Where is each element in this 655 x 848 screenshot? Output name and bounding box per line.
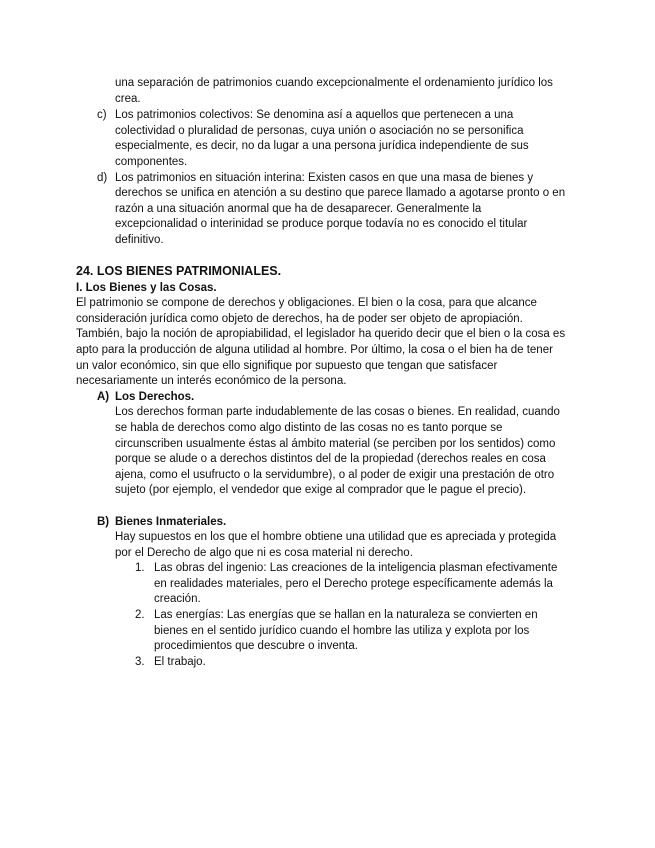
numbered-item-text: creación.: [154, 593, 201, 605]
item-a-marker: A): [97, 391, 110, 403]
list-item-d-text: razón a una situación anormal que ha de desaparecer. Generalmente la: [115, 203, 482, 215]
list-item-d-text: excepcionalidad o interinidad se produce porque todavía no es conocido el titular: [115, 218, 528, 230]
numbered-item-text: El trabajo.: [154, 656, 206, 668]
numbered-marker-3: 3.: [135, 656, 145, 668]
numbered-item-text: en realidades materiales, pero el Derecho protege específicamente además la: [154, 578, 553, 590]
paragraph-line: un valor económico, sin que ello signifique por supuesto que tengan que satisfacer: [76, 360, 498, 372]
list-marker-c: c): [97, 109, 107, 121]
item-a-text: circunscriben usualmente éstas al ámbito material (se perciben por los sentidos) como: [115, 438, 556, 450]
section-title: 24. LOS BIENES PATRIMONIALES.: [76, 264, 282, 278]
paragraph-line: El patrimonio se compone de derechos y obligaciones. El bien o la cosa, para que alcance: [76, 297, 537, 309]
paragraph-line: apto para la producción de alguna utilidad al hombre. Por último, la cosa o el bien ha de tener: [76, 344, 553, 356]
item-a-heading: Los Derechos.: [115, 391, 195, 403]
item-a-text: porque se alude o a derechos distintos del de la propiedad (derechos reales en cosa: [115, 453, 546, 465]
list-item-d-text: derechos se unifica en atención a su destino que parece llamado a agotarse pronto o en: [115, 187, 566, 199]
paragraph-line: También, bajo la noción de apropiabilidad, el legislador ha querido decir que el bien o la cosa es: [76, 328, 566, 340]
text-line: crea.: [115, 93, 141, 105]
item-b-text: por el Derecho de algo que ni es cosa material ni derecho.: [115, 547, 413, 559]
list-item-c-text: colectividad o pluralidad de personas, cuya unión o asociación no se personifica: [115, 125, 524, 137]
list-item-c-text: componentes.: [115, 156, 188, 168]
paragraph-line: consideración jurídica como objeto de derechos, ha de poder ser objeto de apropiación.: [76, 313, 523, 325]
numbered-marker-1: 1.: [135, 562, 145, 574]
item-a-text: se habla de derechos como algo distinto de las cosas no es tanto porque se: [115, 422, 503, 434]
item-b-heading: Bienes Inmateriales.: [115, 516, 227, 528]
numbered-item-text: bienes en el sentido jurídico cuando el hombre las utiliza y explota por los: [154, 625, 530, 637]
item-b-marker: B): [97, 516, 110, 528]
item-a-text: ajena, como el usufructo o la servidumbre), o al poder de exigir una prestación de otro: [115, 469, 555, 481]
text-line: una separación de patrimonios cuando excepcionalmente el ordenamiento jurídico los: [115, 77, 553, 89]
list-item-c-text: especialmente, es decir, no da lugar a una persona jurídica independiente de sus: [115, 140, 529, 152]
item-a-text: Los derechos forman parte indudablemente de las cosas o bienes. En realidad, cuando: [115, 406, 560, 418]
list-item-c-text: Los patrimonios colectivos: Se denomina así a aquellos que pertenecen a una: [115, 109, 514, 121]
numbered-marker-2: 2.: [135, 609, 145, 621]
item-a-text: sujeto (por ejemplo, el vendedor que exige al comprador que le pague el precio).: [115, 484, 527, 496]
numbered-item-text: Las energías: Las energías que se hallan en la naturaleza se convierten en: [154, 609, 538, 621]
list-item-d-text: Los patrimonios en situación interina: Existen casos en que una masa de bienes y: [115, 172, 534, 184]
numbered-item-text: procedimientos que descubre o inventa.: [154, 640, 358, 652]
item-b-text: Hay supuestos en los que el hombre obtiene una utilidad que es apreciada y protegida: [115, 531, 557, 543]
list-marker-d: d): [97, 172, 108, 184]
numbered-item-text: Las obras del ingenio: Las creaciones de la inteligencia plasman efectivamente: [154, 562, 558, 574]
subsection-title: I. Los Bienes y las Cosas.: [76, 282, 217, 294]
list-item-d-text: definitivo.: [115, 234, 164, 246]
paragraph-line: necesariamente un interés económico de la persona.: [76, 375, 347, 387]
